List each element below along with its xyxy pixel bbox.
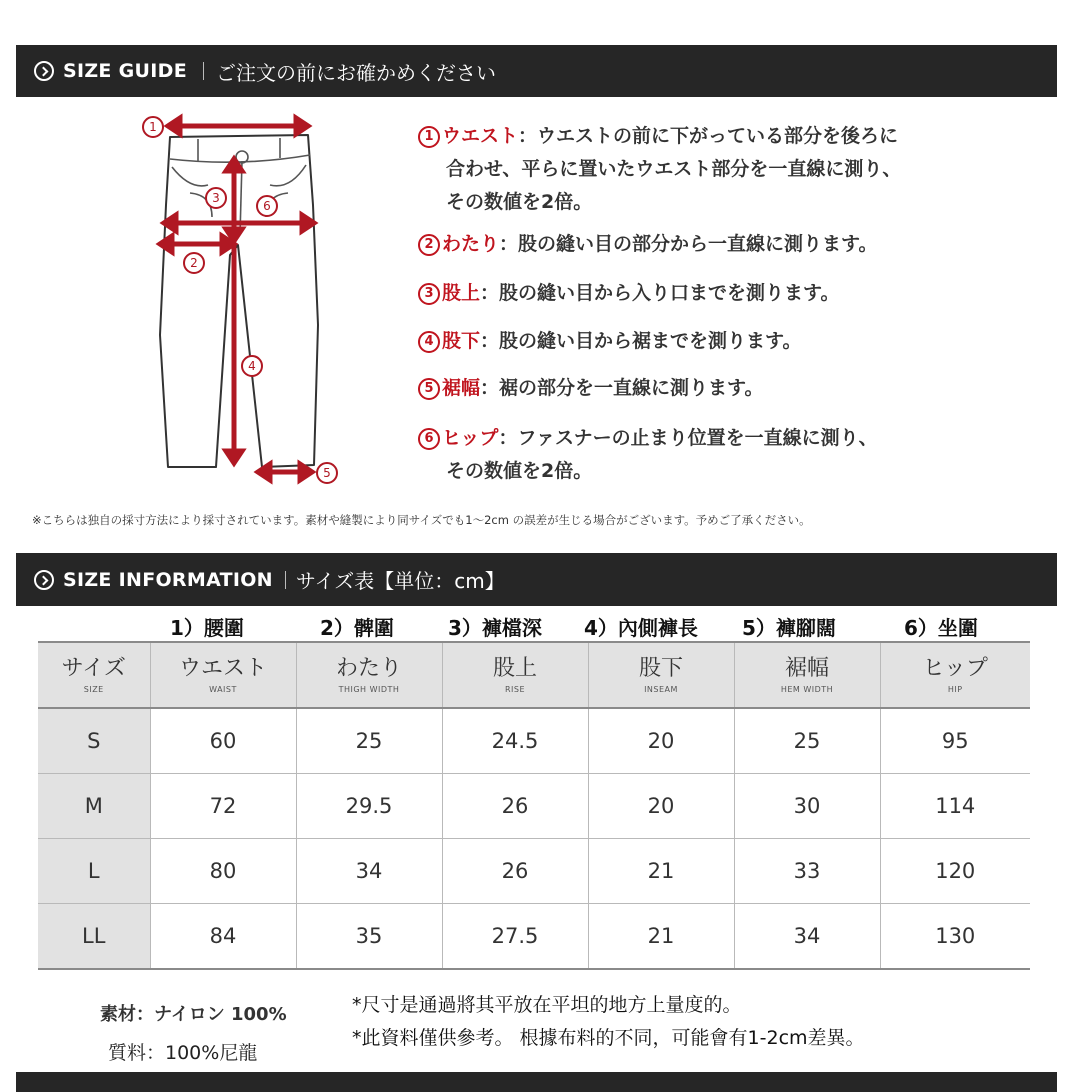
table-row [38, 839, 1030, 904]
instruction-term: わたり [442, 233, 500, 255]
size-cell: LL [38, 904, 150, 970]
number-badge-1: 1 [418, 126, 440, 148]
instruction-1 [418, 120, 901, 219]
instruction-term: 股下 [442, 330, 481, 352]
instruction-text: ：ウエストの前に下がっている部分を後ろに [518, 125, 899, 147]
table-row [38, 774, 1030, 839]
instruction-text: ：股の縫い目の部分から一直線に測ります。 [499, 233, 878, 255]
size-cell: M [38, 774, 150, 839]
table-cell: 95 [880, 708, 1030, 774]
instruction-text: ：股の縫い目から入り口までを測ります。 [480, 282, 840, 304]
table-row [38, 904, 1030, 970]
table-cell: 35 [296, 904, 442, 970]
marker-5: 5 [323, 466, 331, 480]
instruction-2 [418, 228, 878, 261]
zh-label-thigh: 2）髀圍 [320, 616, 394, 640]
table-cell: 25 [734, 708, 880, 774]
zh-label-hem: 5）褲腳闊 [742, 616, 836, 640]
table-cell: 72 [150, 774, 296, 839]
marker-1: 1 [149, 120, 157, 134]
table-cell: 24.5 [442, 708, 588, 774]
table-cell: 34 [734, 904, 880, 970]
column-header: ウエスト WAIST [150, 642, 296, 708]
instruction-3 [418, 277, 840, 310]
marker-6: 6 [263, 199, 271, 213]
marker-2: 2 [190, 256, 198, 270]
instruction-continuation: その数値を2倍。 [446, 191, 593, 213]
size-cell: S [38, 708, 150, 774]
size-guide-title: SIZE GUIDE [63, 60, 187, 82]
instruction-text: ：ファスナーの止まり位置を一直線に測り、 [498, 427, 878, 449]
footnote-2: *此資料僅供參考。 根據布料的不同，可能會有1-2cm差異。 [352, 1027, 865, 1049]
material-label: 素材：ナイロン 100% [100, 1004, 287, 1025]
instruction-term: 裾幅 [442, 377, 481, 399]
instruction-continuation: その数値を2倍。 [446, 460, 593, 482]
instruction-term: ウエスト [442, 125, 519, 147]
instruction-term: 股上 [442, 282, 481, 304]
table-cell: 20 [588, 708, 734, 774]
table-cell: 25 [296, 708, 442, 774]
instruction-text: ：裾の部分を一直線に測ります。 [480, 377, 764, 399]
table-cell: 27.5 [442, 904, 588, 970]
table-cell: 130 [880, 904, 1030, 970]
table-cell: 26 [442, 774, 588, 839]
column-header: 股下 INSEAM [588, 642, 734, 708]
table-cell: 29.5 [296, 774, 442, 839]
size-table [38, 641, 1030, 970]
column-header: わたり THIGH WIDTH [296, 642, 442, 708]
marker-4: 4 [248, 359, 256, 373]
zh-label-hip: 6）坐圍 [904, 616, 978, 640]
number-badge-4: 4 [418, 331, 440, 353]
circle-arrow-icon [34, 61, 54, 81]
measurement-note: ※こちらは独自の採寸方法により採寸されています。素材や縫製により同サイズでも1～2cm の誤差が生じる場合がございます。予めご了承ください。 [32, 513, 811, 527]
size-guide-subtitle: ご注文の前にお確かめください [215, 60, 496, 85]
instruction-text: ：股の縫い目から裾までを測ります。 [480, 330, 802, 352]
pants-measurement-diagram [130, 105, 360, 490]
size-info-subtitle: サイズ表【単位：cm】 [295, 569, 505, 593]
column-header: 股上 RISE [442, 642, 588, 708]
size-guide-header [16, 45, 1057, 97]
table-cell: 80 [150, 839, 296, 904]
zh-label-waist: 1）腰圍 [170, 616, 244, 640]
column-header: 裾幅 HEM WIDTH [734, 642, 880, 708]
zh-label-rise: 3）褲檔深 [448, 616, 542, 640]
footnote-1: *尺寸是通過將其平放在平坦的地方上量度的。 [352, 994, 742, 1016]
instruction-6 [418, 422, 878, 488]
table-cell: 33 [734, 839, 880, 904]
pants-outline [160, 135, 318, 467]
bottom-bar [16, 1072, 1057, 1092]
number-badge-2: 2 [418, 234, 440, 256]
header-divider [285, 571, 286, 589]
size-info-title: SIZE INFORMATION [63, 568, 273, 591]
marker-3: 3 [212, 191, 220, 205]
number-badge-5: 5 [418, 378, 440, 400]
table-cell: 21 [588, 839, 734, 904]
column-header: ヒップ HIP [880, 642, 1030, 708]
material-label-zh: 質料：100%尼龍 [108, 1042, 258, 1064]
number-badge-3: 3 [418, 283, 440, 305]
table-cell: 60 [150, 708, 296, 774]
table-cell: 21 [588, 904, 734, 970]
table-cell: 34 [296, 839, 442, 904]
instruction-5 [418, 372, 764, 405]
table-row [38, 708, 1030, 774]
size-cell: L [38, 839, 150, 904]
size-info-header [16, 553, 1057, 606]
table-cell: 20 [588, 774, 734, 839]
table-cell: 30 [734, 774, 880, 839]
zh-label-inseam: 4）內側褲長 [584, 616, 698, 640]
table-cell: 84 [150, 904, 296, 970]
circle-arrow-icon [34, 570, 54, 590]
number-badge-6: 6 [418, 428, 440, 450]
instruction-term: ヒップ [442, 427, 499, 449]
header-divider [203, 62, 204, 80]
instruction-continuation: 合わせ、平らに置いたウエスト部分を一直線に測り、 [446, 158, 902, 180]
table-cell: 120 [880, 839, 1030, 904]
table-header-row [38, 642, 1030, 708]
table-cell: 26 [442, 839, 588, 904]
instruction-4 [418, 325, 802, 358]
column-header: サイズ SIZE [38, 642, 150, 708]
table-cell: 114 [880, 774, 1030, 839]
